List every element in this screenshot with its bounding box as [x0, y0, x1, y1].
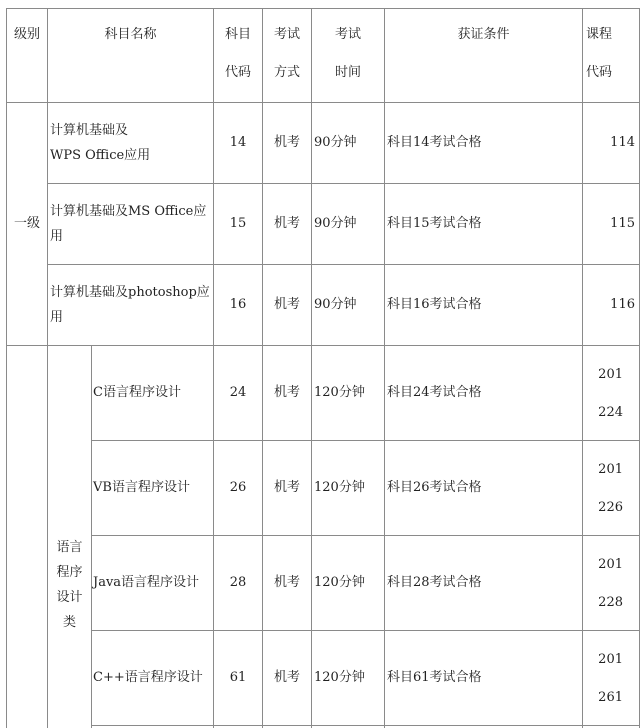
exam-method: 机考 — [273, 135, 300, 150]
exam-method: 机考 — [273, 216, 300, 231]
exam-time: 90分钟 — [314, 135, 357, 150]
column-divider — [91, 345, 92, 728]
subject-code: 14 — [229, 135, 247, 150]
category-label: 语言 程序 设计 类 — [56, 540, 83, 630]
cert-condition: 科目28考试合格 — [387, 575, 482, 590]
column-divider — [311, 8, 312, 728]
exam-time: 120分钟 — [314, 575, 365, 590]
exam-time: 90分钟 — [314, 297, 357, 312]
row-divider — [91, 440, 640, 441]
header-level: 级别 — [13, 27, 40, 42]
subject-name: VB语言程序设计 — [93, 480, 190, 495]
exam-method: 机考 — [273, 480, 300, 495]
exam-method: 机考 — [273, 670, 300, 685]
course-code: 201 228 — [598, 557, 623, 610]
exam-time: 120分钟 — [314, 480, 365, 495]
subject-code: 24 — [229, 385, 247, 400]
row-divider — [47, 264, 640, 265]
cert-condition: 科目26考试合格 — [387, 480, 482, 495]
header-exam-time: 考试 时间 — [334, 27, 361, 80]
row-divider — [91, 630, 640, 631]
subject-code: 61 — [229, 670, 247, 685]
exam-method: 机考 — [273, 297, 300, 312]
course-code: 201 261 — [598, 652, 623, 705]
exam-time: 90分钟 — [314, 216, 357, 231]
subject-name: 计算机基础及MS Office应 用 — [50, 204, 207, 244]
subject-name: 计算机基础及photoshop应 用 — [50, 285, 210, 325]
subject-code: 28 — [229, 575, 247, 590]
exam-method: 机考 — [273, 385, 300, 400]
header-subject-name: 科目名称 — [104, 27, 157, 42]
course-code: 201 226 — [598, 462, 623, 515]
cert-condition: 科目61考试合格 — [387, 670, 482, 685]
group-divider — [6, 345, 640, 346]
row-divider — [47, 183, 640, 184]
course-code: 114 — [610, 135, 635, 150]
exam-time: 120分钟 — [314, 385, 365, 400]
course-code: 116 — [610, 297, 635, 312]
subject-name: C语言程序设计 — [93, 385, 181, 400]
table-left-border — [6, 8, 7, 728]
column-divider — [384, 8, 385, 728]
row-divider — [91, 725, 640, 726]
table-right-border — [639, 8, 640, 728]
course-code: 201 224 — [598, 367, 623, 420]
header-course-code: 课程 代码 — [586, 27, 613, 80]
row-divider — [91, 535, 640, 536]
header-subject-code: 科目 代码 — [224, 27, 251, 80]
exam-method: 机考 — [273, 575, 300, 590]
column-divider — [213, 8, 214, 728]
course-code: 115 — [610, 216, 635, 231]
subject-code: 16 — [229, 297, 247, 312]
subject-name: Java语言程序设计 — [93, 575, 200, 590]
level-label: 一级 — [13, 216, 40, 231]
header-exam-method: 考试 方式 — [273, 27, 300, 80]
cert-condition: 科目14考试合格 — [387, 135, 482, 150]
subject-name: C++语言程序设计 — [93, 670, 203, 685]
header-cert-condition: 获证条件 — [457, 27, 510, 42]
header-bottom-border — [6, 102, 640, 103]
subject-code: 26 — [229, 480, 247, 495]
cert-condition: 科目15考试合格 — [387, 216, 482, 231]
cert-condition: 科目24考试合格 — [387, 385, 482, 400]
exam-time: 120分钟 — [314, 670, 365, 685]
subject-code: 15 — [229, 216, 247, 231]
cert-condition: 科目16考试合格 — [387, 297, 482, 312]
table-top-border — [6, 8, 640, 9]
subject-name: 计算机基础及 WPS Office应用 — [50, 123, 151, 163]
column-divider — [262, 8, 263, 728]
